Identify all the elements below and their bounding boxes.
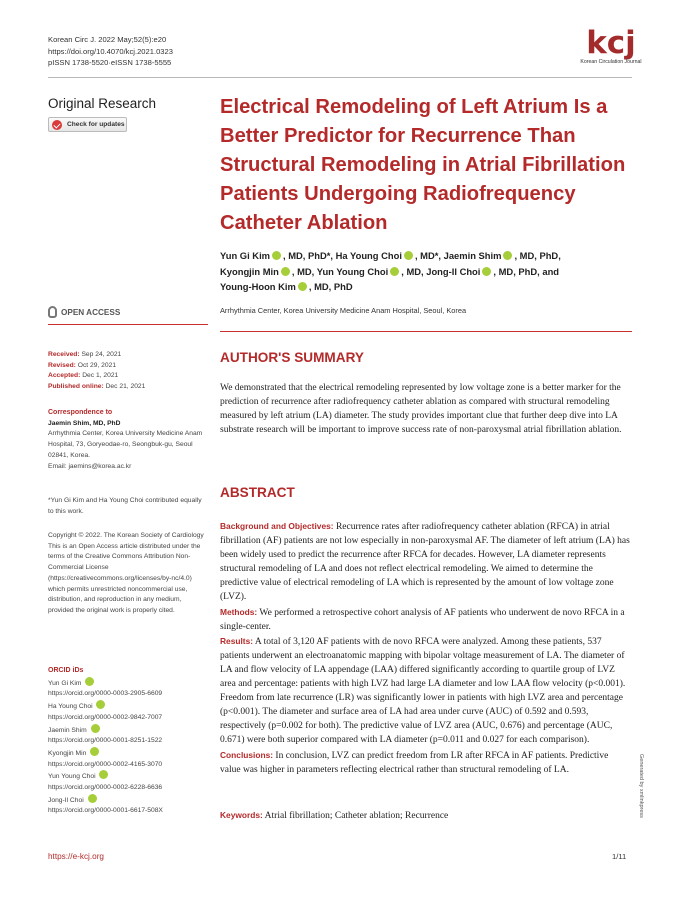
article-type: Original Research xyxy=(48,96,157,111)
header-divider xyxy=(48,77,632,78)
orcid-author: Jong-Il Choi xyxy=(48,796,84,804)
author-degrees: , MD, PhD*, xyxy=(283,250,336,261)
background-label: Background and Objectives: xyxy=(220,521,334,531)
open-access-label: OPEN ACCESS xyxy=(61,307,121,317)
results-label: Results: xyxy=(220,635,254,646)
received-date: Sep 24, 2021 xyxy=(81,351,122,358)
author-name: Yun Gi Kim xyxy=(220,250,271,261)
published-date: Dec 21, 2021 xyxy=(105,383,146,391)
article-title: Electrical Remodeling of Left Atrium Is a Better Predictor for Recurrence Than Structural Remodeling in Atrial Fibrillation Patients Undergoing Radiofrequency Catheter Ablation xyxy=(220,96,626,234)
orcid-author: Yun Young Choi xyxy=(48,773,96,781)
equal-contribution-note: *Yun Gi Kim and Ha Young Choi contributed equally to this work. xyxy=(48,497,202,515)
orcid-heading: ORCID iDs xyxy=(48,667,84,674)
methods-text: We performed a retrospective cohort analysis of AF patients who underwent de novo RFCA in a single-center. xyxy=(220,607,625,632)
author-name: Young-Hoon Kim xyxy=(220,281,296,292)
orcid-author: Yun Gi Kim xyxy=(48,679,82,687)
copyright-license: This is an Open Access article distributed under the terms of the Creative Commons Attribution Non-Commercial License (https://creativecommons.org/licenses/by-nc/4.0) which permits unrestricted noncommercial use, distribution, and reproduction in any medium, provided the original work is properly cited. xyxy=(48,542,201,614)
issn: pISSN 1738-5520·eISSN 1738-5555 xyxy=(48,58,172,67)
logo-subtitle: Korean Circulation Journal xyxy=(580,59,642,65)
abstract-results xyxy=(220,634,630,748)
logo-mark: kcj xyxy=(586,25,636,61)
orcid-url[interactable]: https://orcid.org/0000-0002-4165-3070 xyxy=(48,760,163,768)
abstract-background xyxy=(220,519,630,605)
author-list xyxy=(220,248,630,295)
author-degrees: , MD, PhD, and xyxy=(493,265,560,277)
orcid-icon[interactable] xyxy=(281,267,290,276)
open-access-badge xyxy=(48,306,120,318)
background-text: Recurrence rates after radiofrequency catheter ablation (RFCA) in atrial fibrillation (AF) patients are not low especially in non-paroxysmal AF. The diameter of left atrium (LA) has been widely used to predict the recurrence after RFCA for decades. However, LA diameter represents structural remodeling of LA and does not reflect electrical remodeling. We aimed to determine the predictive value of electrical remodeling of LA which is represented by the amount of low voltage zone (LVZ). xyxy=(220,522,630,603)
orcid-icon[interactable] xyxy=(96,700,105,709)
correspondence-name: Jaemin Shim, MD, PhD xyxy=(48,419,121,427)
orcid-icon[interactable] xyxy=(404,251,413,260)
summary-paragraph: We demonstrated that the electrical remodeling represented by low voltage zone is a better marker for the prediction of recurrence after radiofrequency catheter ablation as compared with structural remodeling measured by left atrium (LA) diameter. The study provides important clue that further deep dive into LA substrate research will be important to improve success rate of non-paroxysmal atrial fibrillation ablation. xyxy=(220,383,622,436)
orcid-icon[interactable] xyxy=(272,251,281,260)
author-name: Yun Young Choi xyxy=(316,265,389,277)
accepted-date: Dec 1, 2021 xyxy=(82,372,119,380)
published-label: Published online: xyxy=(48,383,104,391)
author-name: Ha Young Choi xyxy=(335,250,402,261)
methods-label: Methods: xyxy=(220,606,258,617)
orcid-icon[interactable] xyxy=(91,724,100,733)
orcid-list xyxy=(48,666,208,817)
orcid-author: Kyongjin Min xyxy=(48,749,87,757)
footer-link[interactable]: https://e-kcj.org xyxy=(48,852,104,861)
orcid-author: Jaemin Shim xyxy=(48,726,87,734)
sidebar-divider xyxy=(48,324,208,325)
orcid-icon[interactable] xyxy=(85,677,94,686)
orcid-icon[interactable] xyxy=(90,747,99,756)
revised-date: Oct 29, 2021 xyxy=(77,361,117,369)
correspondence-address: Arrhythmia Center, Korea University Medicine Anam Hospital, 73, Goryeodae-ro, Seongbuk-gu, Seoul 02841, Korea. xyxy=(48,430,203,459)
conclusions-text: In conclusion, LVZ can predict freedom from LR after RFCA in AF patients. Predictive value was higher in parameters reflecting electrical rather than structural remodeling of LA. xyxy=(220,750,609,775)
journal-citation: Korean Circ J. 2022 May;52(5):e20 xyxy=(48,35,167,44)
keywords xyxy=(220,810,448,821)
orcid-author: Ha Young Choi xyxy=(48,703,93,711)
accepted-label: Accepted: xyxy=(48,372,81,380)
doi-link[interactable]: https://doi.org/10.4070/kcj.2021.0323 xyxy=(48,46,173,56)
received-label: Received: xyxy=(48,351,80,358)
check-updates-button[interactable] xyxy=(48,117,127,132)
orcid-url[interactable]: https://orcid.org/0000-0002-9842-7007 xyxy=(48,713,163,721)
author-degrees: , MD, xyxy=(291,265,317,277)
generated-by-note xyxy=(638,754,648,834)
content-divider xyxy=(220,331,632,332)
abstract-body xyxy=(220,519,630,777)
orcid-icon[interactable] xyxy=(503,251,512,260)
keywords-label: Keywords: xyxy=(220,810,263,820)
correspondence-heading: Correspondence to xyxy=(48,409,113,416)
abstract-heading: ABSTRACT xyxy=(220,485,295,500)
author-name: Jaemin Shim xyxy=(443,250,502,261)
author-name: Jong-Il Choi xyxy=(426,265,481,277)
copyright xyxy=(48,531,208,617)
author-degrees: , MD, xyxy=(401,265,427,277)
conclusions-label: Conclusions: xyxy=(220,749,274,760)
abstract-conclusions xyxy=(220,748,630,777)
journal-logo xyxy=(575,26,647,65)
summary-text xyxy=(220,381,630,437)
orcid-icon[interactable] xyxy=(99,770,108,779)
orcid-url[interactable]: https://orcid.org/0000-0002-6228-6636 xyxy=(48,784,163,792)
orcid-icon[interactable] xyxy=(390,267,399,276)
orcid-icon[interactable] xyxy=(482,267,491,276)
orcid-icon[interactable] xyxy=(88,794,97,803)
orcid-url[interactable]: https://orcid.org/0000-0001-8251-1522 xyxy=(48,737,163,745)
author-degrees: , MD*, xyxy=(414,250,444,261)
abstract-methods xyxy=(220,605,630,634)
affiliation: Arrhythmia Center, Korea University Medicine Anam Hospital, Seoul, Korea xyxy=(220,306,467,315)
page-number: 1/11 xyxy=(612,852,627,861)
author-degrees: , MD, PhD xyxy=(308,281,353,292)
check-updates-icon xyxy=(52,120,62,130)
orcid-url[interactable]: https://orcid.org/0000-0003-2905-6609 xyxy=(48,690,163,698)
revised-label: Revised: xyxy=(48,361,76,369)
results-text: A total of 3,120 AF patients with de novo RFCA were analyzed. Among these patients, 537 patients underwent an electroanatomic mapping with bipolar voltage measurement of LA. The diameter of LA and flow velocity of LA appendage (LAA) differed significantly according to quartile group of LVZ area and percentage: patients with high LVZ had large LA diameter and low LAA flow velocity (p<0.001). Freedom from late recurrence (LR) was significantly lower in patients with high LVZ area and percentage (p<0.001). The diameter and surface area of LA had area under curve (AUC) of 0.592 and 0.593, respectively (p=0.002 for both). The predictive value of LVZ area (AUC, 0.676) and percentage (AUC, 0.671) were both superior compared with LA diameter (p=0.011 and 0.027 for each comparison). xyxy=(220,636,626,746)
keywords-text: Atrial fibrillation; Catheter ablation; Recurrence xyxy=(262,811,449,821)
article-dates xyxy=(48,350,208,393)
orcid-icon[interactable] xyxy=(298,282,307,291)
correspondence xyxy=(48,408,208,472)
check-updates-label: Check for updates xyxy=(67,121,125,128)
open-access-icon xyxy=(48,306,57,318)
summary-heading: AUTHOR'S SUMMARY xyxy=(220,350,364,365)
side-note-text: Generated by xmlinkpress xyxy=(638,754,644,818)
author-name: Kyongjin Min xyxy=(220,265,279,277)
journal-citation-block xyxy=(48,34,173,69)
correspondence-email[interactable]: Email: jaemins@korea.ac.kr xyxy=(48,462,132,470)
author-degrees: , MD, PhD, xyxy=(514,250,561,261)
copyright-heading: Copyright © 2022. The Korean Society of Cardiology xyxy=(48,532,204,539)
orcid-url[interactable]: https://orcid.org/0000-0001-6617-508X xyxy=(48,807,163,815)
